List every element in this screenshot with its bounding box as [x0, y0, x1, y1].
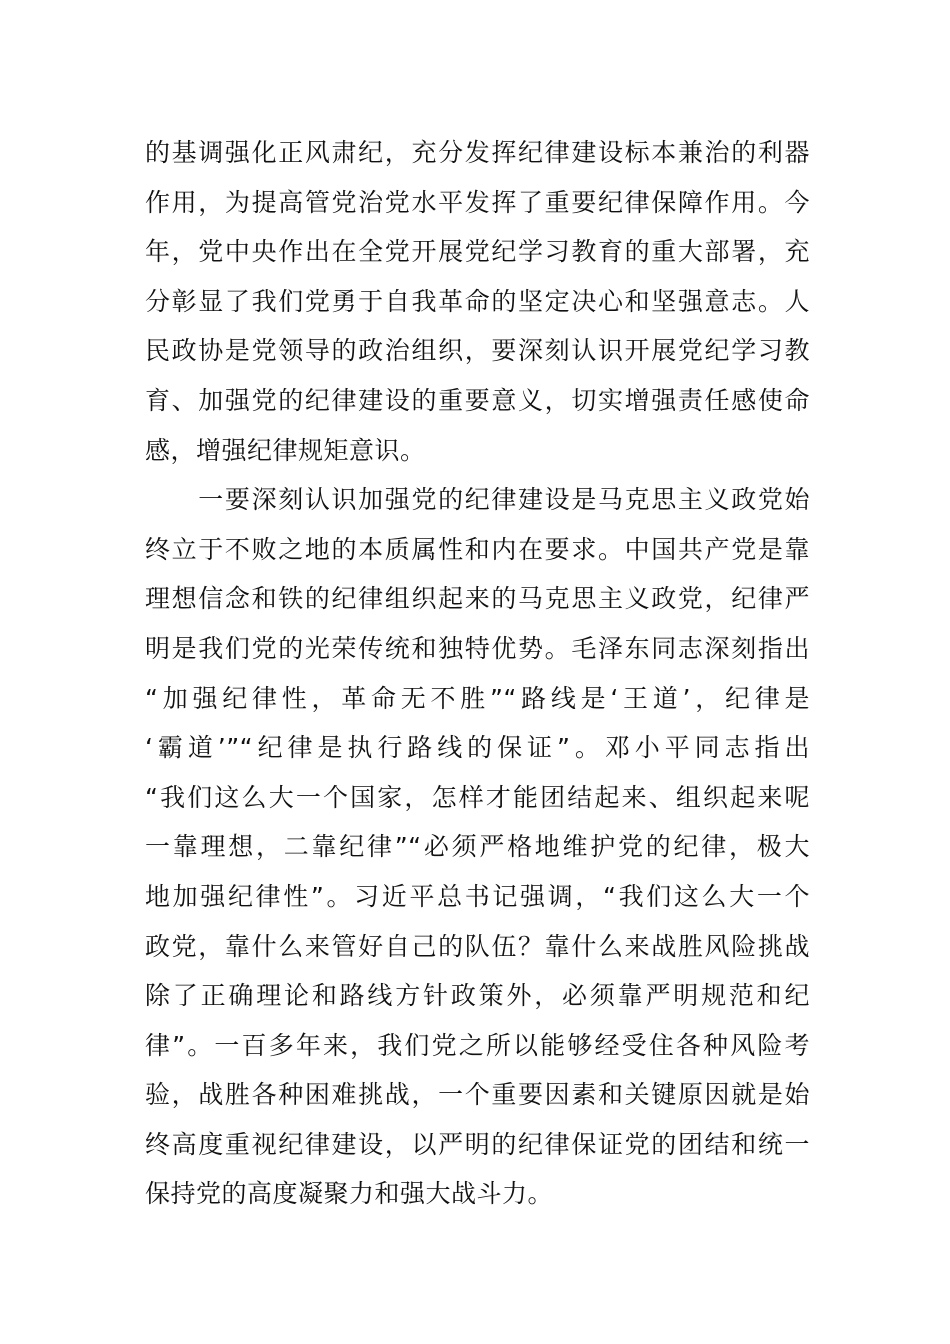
- text-line: 保持党的高度凝聚力和强大战斗力。: [145, 1179, 554, 1209]
- text-line: 明是我们党的光荣传统和独特优势。毛泽东同志深刻指出: [145, 633, 810, 663]
- text-line: 政党，靠什么来管好自己的队伍？靠什么来战胜风险挑战: [145, 931, 810, 961]
- text-line: “加强纪律性，革命无不胜”“路线是‘王道’，纪律是: [145, 683, 810, 713]
- paragraph-1: [145, 128, 810, 475]
- text-line: 律”。一百多年来，我们党之所以能够经受住各种风险考: [145, 1030, 810, 1060]
- text-line: 一要深刻认识加强党的纪律建设是马克思主义政党始: [145, 485, 810, 515]
- paragraph-2: [145, 475, 810, 1219]
- text-line: 民政协是党领导的政治组织，要深刻认识开展党纪学习教: [145, 336, 810, 366]
- text-line: 分彰显了我们党勇于自我革命的坚定决心和坚强意志。人: [145, 286, 810, 316]
- text-line: 作用，为提高管党治党水平发挥了重要纪律保障作用。今: [145, 187, 810, 217]
- text-line: 除了正确理论和路线方针政策外，必须靠严明规范和纪: [145, 981, 810, 1011]
- text-line: ‘霸道’”“纪律是执行路线的保证”。邓小平同志指出: [145, 733, 810, 763]
- text-line: 的基调强化正风肃纪，充分发挥纪律建设标本兼治的利器: [145, 138, 810, 167]
- document-body: [145, 128, 810, 1219]
- text-line: 一靠理想，二靠纪律”“必须严格地维护党的纪律，极大: [145, 832, 810, 862]
- text-line: 地加强纪律性”。习近平总书记强调，“我们这么大一个: [145, 881, 810, 911]
- text-line: 终高度重视纪律建设，以严明的纪律保证党的团结和统一: [145, 1129, 810, 1159]
- text-line: 年，党中央作出在全党开展党纪学习教育的重大部署，充: [145, 237, 810, 267]
- text-line: 感，增强纪律规矩意识。: [145, 435, 426, 465]
- text-line: 终立于不败之地的本质属性和内在要求。中国共产党是靠: [145, 534, 810, 564]
- text-line: “我们这么大一个国家，怎样才能团结起来、组织起来呢: [145, 782, 810, 812]
- text-line: 育、加强党的纪律建设的重要意义，切实增强责任感使命: [145, 385, 810, 415]
- text-line: 验，战胜各种困难挑战，一个重要因素和关键原因就是始: [145, 1080, 810, 1110]
- text-line: 理想信念和铁的纪律组织起来的马克思主义政党，纪律严: [145, 584, 810, 614]
